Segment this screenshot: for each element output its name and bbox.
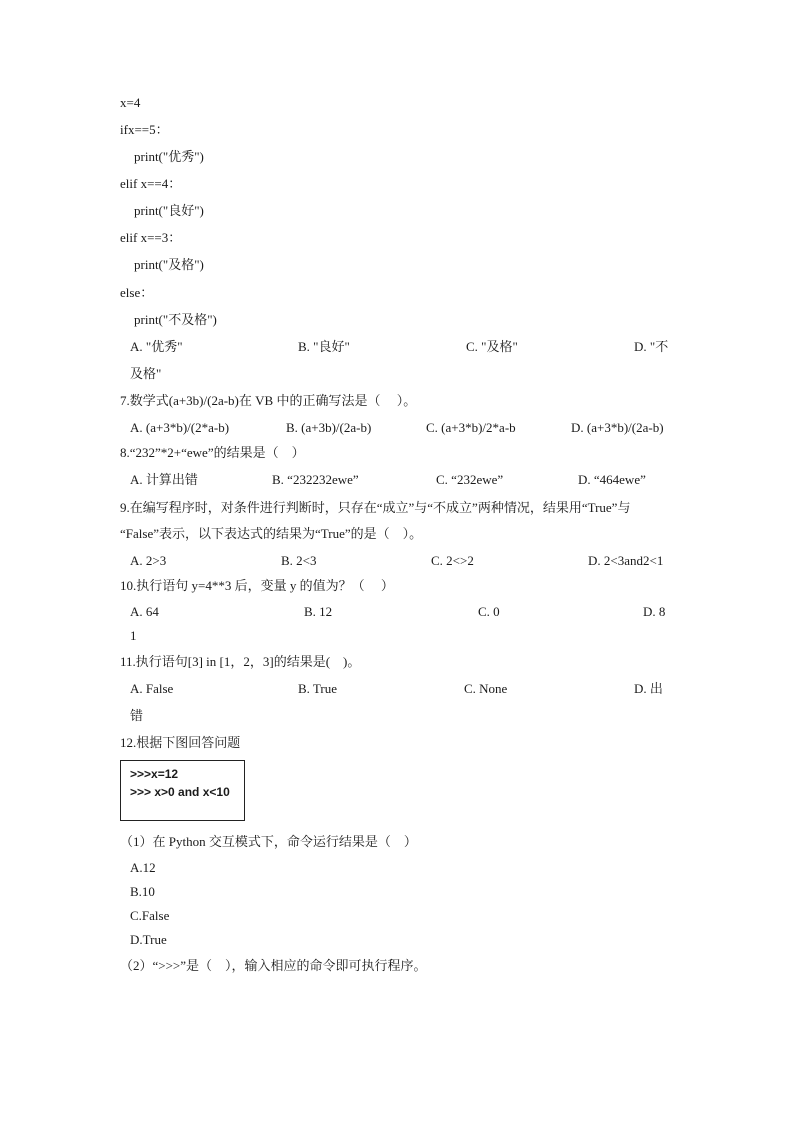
option-c: C.False: [130, 908, 170, 923]
option-d: D. (a+3*b)/(2a-b): [571, 420, 664, 435]
question-stem: 11.执行语句[3] in [1，2，3]的结果是( )。: [120, 654, 361, 669]
option-d: D. 2<3and2<1: [588, 553, 664, 568]
option-a: A. False: [130, 681, 174, 696]
code-line: x=4: [120, 95, 141, 110]
option-a: A. 64: [130, 604, 159, 619]
question-stem-continued: “False”表示，以下表达式的结果为“True”的是（ ）。: [120, 526, 423, 541]
code-line: elif x==4：: [120, 176, 182, 191]
question-stem: 8.“232”*2+“ewe”的结果是（ ）: [120, 445, 305, 460]
code-line: else：: [120, 285, 154, 300]
code-figure-box: [120, 760, 245, 821]
option-d: D. “464ewe”: [578, 472, 646, 487]
option-a: A. "优秀": [130, 339, 183, 354]
option-b: B. True: [298, 681, 338, 696]
code-line: ifx==5：: [120, 122, 169, 137]
option-d: D. 8: [643, 604, 666, 619]
option-c: C. (a+3*b)/2*a-b: [426, 420, 516, 435]
option-c: C. 2<>2: [431, 553, 474, 568]
code-line: print("及格"): [134, 257, 204, 272]
option-c: C. 0: [478, 604, 500, 619]
option-a: A. (a+3*b)/(2*a-b): [130, 420, 230, 435]
option-b: B.10: [130, 884, 155, 899]
question-stem: 9.在编写程序时，对条件进行判断时，只存在“成立”与“不成立”两种情况，结果用“True”与: [120, 500, 631, 515]
code-figure-line: >>> x>0 and x<10: [130, 785, 230, 799]
option-d: D.True: [130, 932, 167, 947]
option-a: A.12: [130, 860, 156, 875]
sub-question: （1）在 Python 交互模式下，命令运行结果是（ ）: [120, 834, 417, 849]
option-d: D. 出: [634, 681, 663, 696]
option-b: B. “232232ewe”: [272, 472, 359, 487]
option-c: C. None: [464, 681, 508, 696]
question-stem: 12.根据下图回答问题: [120, 735, 241, 750]
code-line: print("优秀"): [134, 149, 204, 164]
question-stem: 7.数学式(a+3b)/(2a-b)在 VB 中的正确写法是（ ）。: [120, 393, 417, 408]
option-b: B. (a+3b)/(2a-b): [286, 420, 372, 435]
option-d: D. "不: [634, 339, 669, 354]
option-b: B. 12: [304, 604, 333, 619]
option-d-continued: 错: [130, 708, 144, 723]
option-c: C. "及格": [466, 339, 518, 354]
option-d-continued: 1: [130, 628, 137, 643]
code-line: elif x==3：: [120, 230, 182, 245]
code-figure-line: >>>x=12: [130, 767, 179, 781]
option-a: A. 2>3: [130, 553, 167, 568]
question-stem: 10.执行语句 y=4**3 后，变量 y 的值为？（ ）: [120, 578, 394, 593]
option-b: B. "良好": [298, 339, 350, 354]
option-a: A. 计算出错: [130, 472, 198, 487]
option-b: B. 2<3: [281, 553, 317, 568]
sub-question: （2）“>>>”是（ ），输入相应的命令即可执行程序。: [120, 958, 427, 973]
option-d-continued: 及格": [130, 366, 162, 381]
code-line: print("不及格"): [134, 312, 217, 327]
option-c: C. “232ewe”: [436, 472, 504, 487]
code-line: print("良好"): [134, 203, 204, 218]
